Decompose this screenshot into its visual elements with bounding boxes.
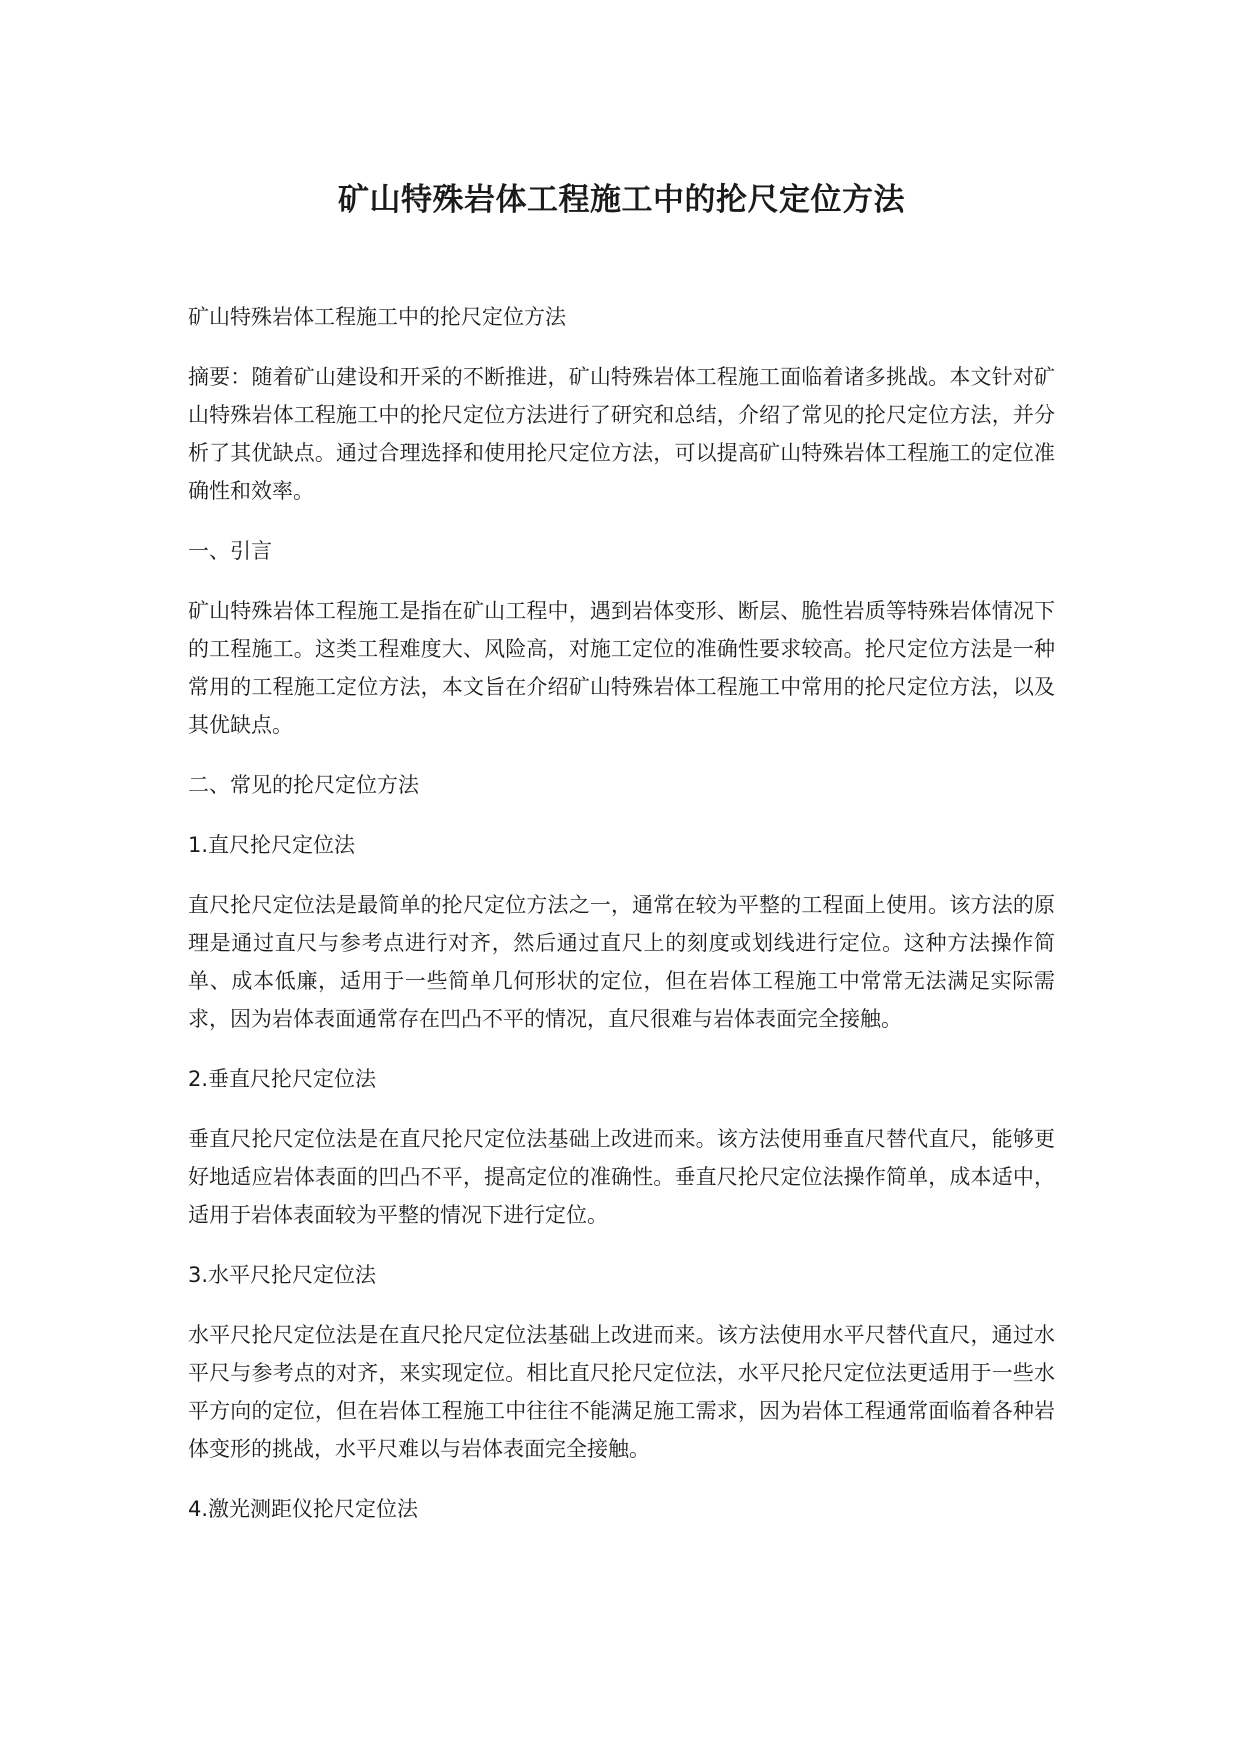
method-paragraph-horizontal-ruler: 水平尺抡尺定位法是在直尺抡尺定位法基础上改进而来。该方法使用水平尺替代直尺，通过水平尺与参考点的对齐，来实现定位。相比直尺抡尺定位法，水平尺抡尺定位法更适用于一些水平方向的定位，但在岩体工程施工中往往不能满足施工需求，因为岩体工程通常面临着各种岩体变形的挑战，水平尺难以与岩体表面完全接触。: [188, 1323, 1055, 1461]
method-paragraph-vertical-ruler: 垂直尺抡尺定位法是在直尺抡尺定位法基础上改进而来。该方法使用垂直尺替代直尺，能够更好地适应岩体表面的凹凸不平，提高定位的准确性。垂直尺抡尺定位法操作简单，成本适中，适用于岩体表面较为平整的情况下进行定位。: [188, 1127, 1055, 1227]
introduction-paragraph: 矿山特殊岩体工程施工是指在矿山工程中，遇到岩体变形、断层、脆性岩质等特殊岩体情况下的工程施工。这类工程难度大、风险高，对施工定位的准确性要求较高。抡尺定位方法是一种常用的工程施工定位方法，本文旨在介绍矿山特殊岩体工程施工中常用的抡尺定位方法，以及其优缺点。: [188, 599, 1055, 737]
abstract-paragraph: 摘要：随着矿山建设和开采的不断推进，矿山特殊岩体工程施工面临着诸多挑战。本文针对矿山特殊岩体工程施工中的抡尺定位方法进行了研究和总结，介绍了常见的抡尺定位方法，并分析了其优缺点。通过合理选择和使用抡尺定位方法，可以提高矿山特殊岩体工程施工的定位准确性和效率。: [188, 365, 1055, 503]
method-heading-horizontal-ruler: 3.水平尺抡尺定位法: [188, 1263, 377, 1287]
method-heading-laser-rangefinder: 4.激光测距仪抡尺定位法: [188, 1497, 419, 1521]
document-subtitle: 矿山特殊岩体工程施工中的抡尺定位方法: [188, 305, 566, 329]
document-title: 矿山特殊岩体工程施工中的抡尺定位方法: [338, 182, 905, 218]
section-heading-common-methods: 二、常见的抡尺定位方法: [188, 773, 419, 797]
method-heading-straightedge: 1.直尺抡尺定位法: [188, 833, 356, 857]
method-heading-vertical-ruler: 2.垂直尺抡尺定位法: [188, 1067, 377, 1091]
method-paragraph-straightedge: 直尺抡尺定位法是最简单的抡尺定位方法之一，通常在较为平整的工程面上使用。该方法的原理是通过直尺与参考点进行对齐，然后通过直尺上的刻度或划线进行定位。这种方法操作简单、成本低廉，适用于一些简单几何形状的定位，但在岩体工程施工中常常无法满足实际需求，因为岩体表面通常存在凹凸不平的情况，直尺很难与岩体表面完全接触。: [188, 893, 1055, 1031]
section-heading-introduction: 一、引言: [188, 539, 272, 563]
